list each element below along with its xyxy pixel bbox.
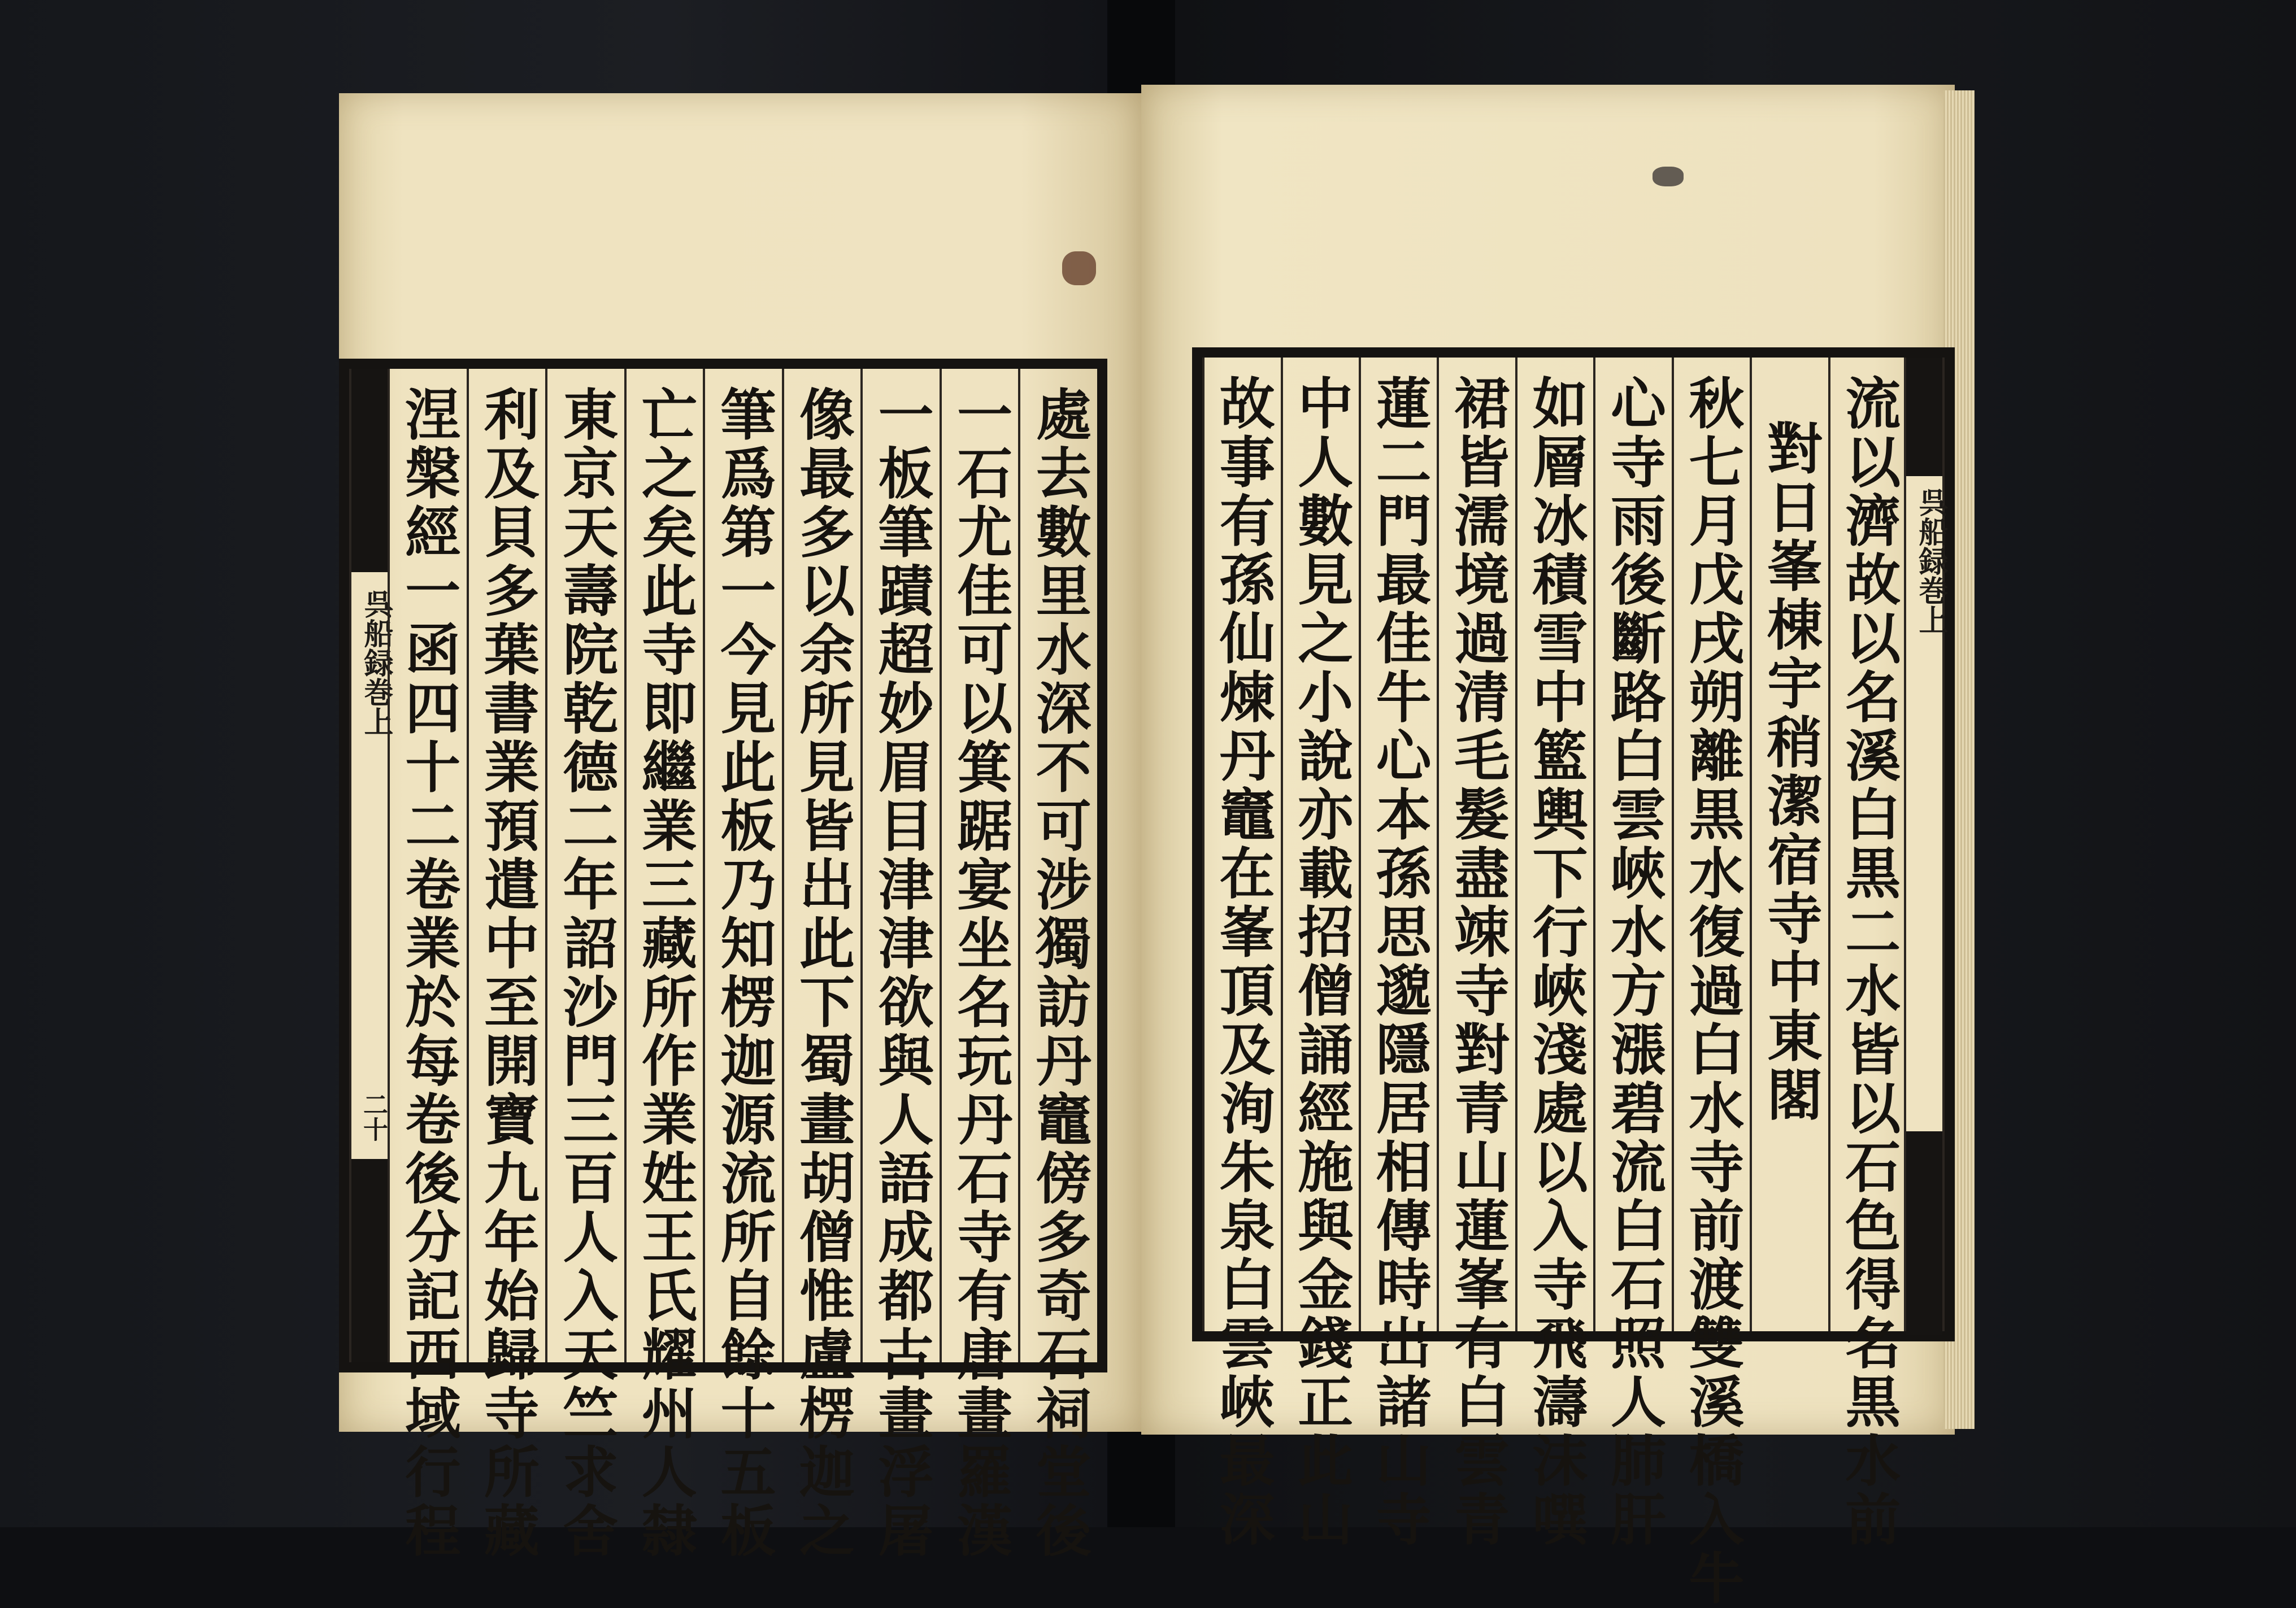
- text-column: [1828, 358, 1906, 1549]
- banxin-black-fishtail-top: [351, 369, 388, 572]
- text-column: [860, 369, 940, 1561]
- text-column: [782, 369, 861, 1561]
- text-column: [545, 369, 624, 1561]
- column-text: 處去數里水深不可涉獨訪丹竈傍多奇石祠堂後: [1027, 386, 1092, 1561]
- right-page-columns: [1202, 358, 1906, 1608]
- text-column: [1202, 358, 1280, 1549]
- column-text: 秋七月戊戌朔離黒水復過白水寺前渡雙溪橋入牛: [1679, 374, 1745, 1608]
- text-column: [624, 369, 703, 1561]
- column-text: 像最多以余所見皆出此下蜀畫胡僧惟盧楞迦之: [790, 386, 855, 1561]
- banxin-page-number: 二十: [359, 1092, 388, 1141]
- text-column: [703, 369, 782, 1561]
- banxin-title: 呉船録巻上: [359, 589, 393, 736]
- column-text: 中人數見之小說亦載招僧誦經施與金錢正此山: [1288, 374, 1354, 1549]
- column-text: 如層冰積雪中籃輿下行峽淺處以入寺飛濤沫噀: [1523, 374, 1589, 1549]
- column-text: 蓮二門最佳牛心本孫思邈隱居相傳時出諸山寺: [1367, 374, 1432, 1549]
- column-text: 筆爲第一今見此板乃知楞迦源流所自餘十五板: [711, 386, 776, 1561]
- text-column: [1515, 358, 1593, 1549]
- column-text: 對日峯棟宇稍潔宿寺中東閣: [1758, 420, 1823, 1125]
- column-text: 心寺雨後斷路白雲峽水方漲碧流白石照人肺肝: [1601, 374, 1667, 1549]
- text-column: [1281, 358, 1359, 1549]
- column-text: 亡之矣此寺即繼業三藏所作業姓王氏耀州人隸: [632, 386, 698, 1561]
- text-column: [1359, 358, 1437, 1549]
- column-text: 涅槃經一函四十二卷業於每卷後分記西域行程: [395, 386, 461, 1561]
- left-page-columns: [388, 369, 1097, 1561]
- right-banxin: [1904, 358, 1948, 1331]
- column-text: 一石尤佳可以箕踞宴坐名玩丹石寺有唐畫羅漢: [947, 386, 1013, 1561]
- banxin-black-fishtail-bottom: [351, 1159, 388, 1362]
- text-column: [388, 369, 467, 1561]
- column-text: 東京天壽院乾德二年詔沙門三百人入天竺求舍: [553, 386, 619, 1561]
- column-text: 裙皆濡境過清毛髮盡竦寺對青山蓮峯有白雲青: [1445, 374, 1510, 1549]
- text-column: [1437, 358, 1515, 1549]
- left-page-text-frame: [339, 359, 1107, 1561]
- banxin-black-fishtail-bottom: [1906, 1131, 1942, 1335]
- text-column: [1672, 358, 1750, 1608]
- paper-stain: [1062, 251, 1096, 285]
- left-banxin: [349, 369, 393, 1362]
- text-column: [1750, 358, 1828, 1331]
- right-page-text-frame: [1192, 347, 1955, 1608]
- text-column: [1593, 358, 1671, 1549]
- text-column: [1018, 369, 1097, 1561]
- banxin-black-fishtail-top: [1906, 358, 1942, 476]
- text-column: [940, 369, 1019, 1561]
- column-text: 流以濟故以名溪白黒二水皆以石色得名黒水前: [1836, 374, 1901, 1549]
- column-text: 一板筆蹟超妙眉目津津欲與人語成都古畫浮屠: [869, 386, 934, 1561]
- text-column: [467, 369, 546, 1561]
- banxin-title: 呉船録巻上: [1914, 487, 1948, 634]
- column-text: 利及貝多葉書業預遣中至開寶九年始歸寺所藏: [475, 386, 540, 1561]
- paper-stain: [1653, 167, 1684, 186]
- column-text: 故事有孫仙煉丹竈在峯頂及洵朱泉白雲峽最深: [1210, 374, 1276, 1549]
